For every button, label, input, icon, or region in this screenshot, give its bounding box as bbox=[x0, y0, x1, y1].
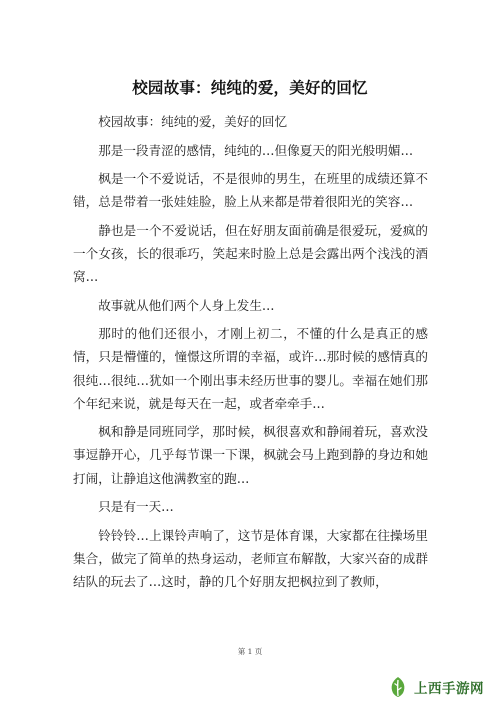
paragraph: 故事就从他们两个人身上发生… bbox=[98, 297, 275, 313]
paragraph: 枫和静是同班同学，那时候，枫很喜欢和静闹着玩，喜欢没事逗静开心，几乎每节课一下课，枫就会马上跑到静的身边和她打闹，让静追这他满教室的跑… bbox=[73, 424, 428, 486]
paragraph: 那时的他们还很小，才刚上初二，不懂的什么是真正的感情，只是懵懂的，憧憬这所谓的幸福，或许…那时候的感情真的很纯…很纯…犹如一个刚出事未经历世事的婴儿。幸福在她们那个年纪来说，就是每天在一起，或者牵牵手… bbox=[73, 326, 428, 411]
paragraph: 静也是一个不爱说话，但在好朋友面前确是很爱玩，爱疯的一个女孩，长的很乖巧，笑起来时脸上总是会露出两个浅浅的酒窝… bbox=[73, 222, 428, 285]
site-watermark bbox=[382, 674, 490, 700]
page-number: 第 1 页 bbox=[237, 647, 263, 656]
document-body bbox=[73, 110, 428, 599]
paragraph: 那是一段青涩的感情，纯纯的…但像夏天的阳光般明媚… bbox=[98, 142, 414, 158]
document-title: 校园故事：纯纯的爱，美好的回忆 bbox=[132, 79, 368, 97]
paragraph: 铃铃铃…上课铃声响了，这节是体育课，大家都在往操场里集合，做完了简单的热身运动，老师宣布解散，大家兴奋的成群结队的玩去了…这时，静的几个好朋友把枫拉到了教师， bbox=[73, 527, 428, 590]
paragraph: 只是有一天… bbox=[98, 499, 174, 515]
watermark-text: 上西手游网 bbox=[414, 681, 484, 697]
leaf-logo-icon bbox=[386, 675, 410, 699]
paragraph: 枫是一个不爱说话，不是很帅的男生，在班里的成绩还算不错，总是带着一张娃娃脸，脸上从来都是带着很阳光的笑容… bbox=[73, 171, 428, 210]
paragraph: 校园故事：纯纯的爱，美好的回忆 bbox=[98, 114, 288, 129]
